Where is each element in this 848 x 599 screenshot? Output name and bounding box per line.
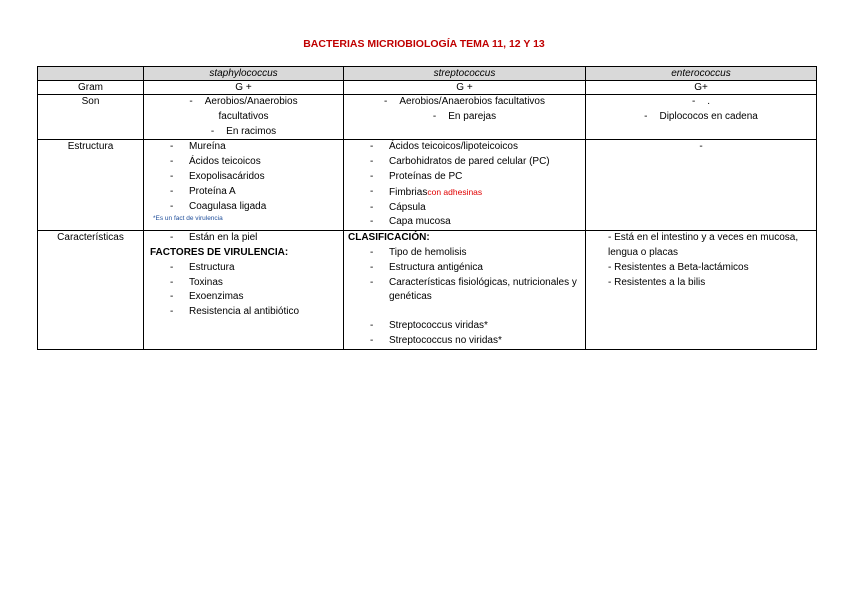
list-item: - Resistencia al antibiótico xyxy=(148,305,339,320)
clasificacion-heading: CLASIFICACIÓN: xyxy=(348,232,430,244)
list-item: - Están en la piel xyxy=(148,231,339,246)
document-title: BACTERIAS MICRIOBIOLOGÍA TEMA 11, 12 Y 13 xyxy=(303,38,545,50)
row-label-estructura: Estructura xyxy=(38,140,144,231)
list-item: - Características fisiológicas, nutricionales y genéticas xyxy=(348,276,581,306)
virulence-note: *Es un fact de virulencia xyxy=(153,215,223,223)
bacteria-table xyxy=(37,66,817,350)
list-item: - . xyxy=(590,95,812,110)
caracteristicas-entero xyxy=(586,231,817,350)
son-entero xyxy=(586,95,817,140)
list-item: - En parejas xyxy=(348,110,581,125)
list-item: - Aerobios/Anaerobios facultativos xyxy=(148,95,339,125)
gram-row xyxy=(38,81,817,95)
row-label-caracteristicas: Características xyxy=(38,231,144,350)
caracteristicas-strep xyxy=(344,231,586,350)
list-item: - Capa mucosa xyxy=(348,215,581,230)
son-row xyxy=(38,95,817,140)
list-item: - Estructura xyxy=(148,261,339,276)
fimbrias-note: con adhesinas xyxy=(427,186,483,197)
list-item: - Ácidos teicoicos/lipoteicoicos xyxy=(348,140,581,155)
list-item: - En racimos xyxy=(148,125,339,140)
caracteristicas-staph xyxy=(144,231,344,350)
list-item: - Exopolisacáridos xyxy=(148,170,339,185)
list-item: - Exoenzimas xyxy=(148,290,339,305)
list-item: - Coagulasa ligada xyxy=(148,200,339,215)
header-cell-empty xyxy=(38,67,144,81)
son-staph xyxy=(144,95,344,140)
fimbrias-label: Fimbrias xyxy=(389,186,428,198)
estructura-strep xyxy=(344,140,586,231)
list-item: - Carbohidratos de pared celular (PC) xyxy=(348,155,581,170)
son-strep xyxy=(344,95,586,140)
entero-line: - Resistentes a la bilis xyxy=(608,276,706,288)
gram-entero: G+ xyxy=(586,81,817,95)
header-streptococcus: streptococcus xyxy=(344,67,586,81)
list-item: - Mureína xyxy=(148,140,339,155)
gram-staph: G + xyxy=(144,81,344,95)
header-enterococcus: enterococcus xyxy=(586,67,817,81)
row-label-gram: Gram xyxy=(38,81,144,95)
caracteristicas-row xyxy=(38,231,817,350)
header-row xyxy=(38,67,817,81)
list-item: - Tipo de hemolisis xyxy=(348,246,581,261)
gram-strep: G + xyxy=(344,81,586,95)
list-item: - Aerobios/Anaerobios facultativos xyxy=(348,95,581,110)
list-item: - Ácidos teicoicos xyxy=(148,155,339,170)
list-item: - Proteínas de PC xyxy=(348,170,581,185)
entero-line: - Está en el intestino y a veces en mucosa, lengua o placas xyxy=(608,232,799,258)
list-item: - Streptococcus viridas* xyxy=(348,319,581,334)
list-item: - Toxinas xyxy=(148,276,339,291)
list-item: - Estructura antigénica xyxy=(348,261,581,276)
list-item: - Cápsula xyxy=(348,201,581,216)
list-item-fimbrias xyxy=(348,185,581,201)
estructura-staph xyxy=(144,140,344,231)
estructura-row xyxy=(38,140,817,231)
row-label-son: Son xyxy=(38,95,144,140)
header-staphylococcus: staphylococcus xyxy=(144,67,344,81)
virulence-heading: FACTORES DE VIRULENCIA: xyxy=(150,246,289,258)
estructura-entero: - xyxy=(586,140,817,231)
list-item: - Streptococcus no viridas* xyxy=(348,334,581,349)
list-item: - Diplococos en cadena xyxy=(590,110,812,125)
list-item: - Proteína A xyxy=(148,185,339,200)
entero-line: - Resistentes a Beta-lactámicos xyxy=(608,261,749,273)
